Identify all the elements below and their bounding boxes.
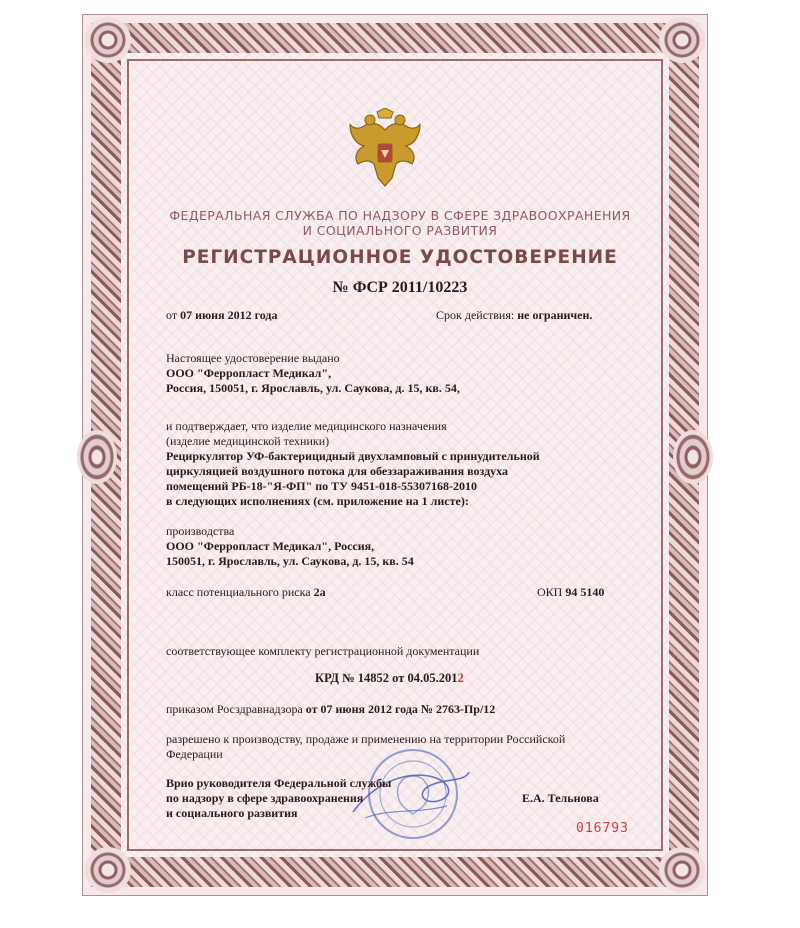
validity xyxy=(436,308,592,322)
signatory-title-3: и социального развития xyxy=(166,806,298,820)
manufacturer-line-1: ООО "Ферропласт Медикал", Россия, xyxy=(166,539,375,553)
certificate-title: РЕГИСТРАЦИОННОЕ УДОСТОВЕРЕНИЕ xyxy=(182,247,618,268)
issue-date xyxy=(166,308,277,322)
okp-value: 94 5140 xyxy=(565,585,605,599)
corner-rosette-bottom-right xyxy=(659,847,705,893)
issue-date-value: 07 июня 2012 года xyxy=(180,308,278,322)
permission-line-1: разрешено к производству, продаже и применению на территории Российской xyxy=(166,732,566,746)
issued-to-intro: Настоящее удостоверение выдано xyxy=(166,351,340,365)
product-category: (изделие медицинской техники) xyxy=(166,434,330,448)
okp-code xyxy=(537,585,604,599)
risk-class xyxy=(166,585,326,599)
validity-value: не ограничен. xyxy=(517,308,593,322)
signatory-title-1: Врио руководителя Федеральной службы xyxy=(166,776,392,790)
corner-rosette-bottom-left xyxy=(85,847,131,893)
manufacturer-label: производства xyxy=(166,524,235,538)
okp-label: ОКП xyxy=(537,585,563,599)
order-value: от 07 июня 2012 года № 2763-Пр/12 xyxy=(305,702,496,716)
double-headed-eagle-emblem xyxy=(348,108,422,190)
agency-line-1: ФЕДЕРАЛЬНАЯ СЛУЖБА ПО НАДЗОРУ В СФЕРЕ ЗДРАВООХРАНЕНИЯ xyxy=(169,208,631,223)
manufacturer-line-2: 150051, г. Ярославль, ул. Саукова, д. 15, кв. 54 xyxy=(166,554,414,568)
official-stamp xyxy=(345,742,475,842)
order-prefix: приказом Росздравнадзора xyxy=(166,702,303,716)
corner-rosette-top-left xyxy=(85,17,131,63)
krd-number xyxy=(315,671,464,685)
product-name-2: циркуляцией воздушного потока для обеззараживания воздуха xyxy=(166,464,508,478)
validity-label: Срок действия: xyxy=(436,308,515,322)
corner-rosette-top-right xyxy=(659,17,705,63)
product-name-3: помещений РБ-18-"Я-ФП" по ТУ 9451-018-55307168-2010 xyxy=(166,479,477,493)
product-name-1: Рециркулятор УФ-бактерицидный двухламповый с принудительной xyxy=(166,449,540,463)
risk-class-value: 2а xyxy=(313,585,326,599)
product-name-4: в следующих исполнениях (см. приложение на 1 листе): xyxy=(166,494,469,508)
signatory-title-2: по надзору в сфере здравоохранения xyxy=(166,791,364,805)
risk-class-label: класс потенциального риска xyxy=(166,585,311,599)
issued-to-address: Россия, 150051, г. Ярославль, ул. Саукова, д. 15, кв. 54, xyxy=(166,381,460,395)
side-rosette-left xyxy=(77,430,117,484)
issued-to-company: ООО "Ферропласт Медикал", xyxy=(166,366,332,380)
krd-last-digit: 2 xyxy=(457,671,464,685)
documentation-line: соответствующее комплекту регистрационной документации xyxy=(166,644,480,658)
signatory-name: Е.А. Тельнова xyxy=(522,791,599,805)
order-line xyxy=(166,702,495,716)
issue-date-prefix: от xyxy=(166,308,178,322)
permission-line-2: Федерации xyxy=(166,747,223,761)
agency-line-2: И СОЦИАЛЬНОГО РАЗВИТИЯ xyxy=(302,223,498,238)
krd-main: КРД № 14852 от 04.05.201 xyxy=(315,671,458,685)
side-rosette-right xyxy=(673,430,713,484)
certificate-number: № ФСР 2011/10223 xyxy=(332,279,468,296)
serial-number: 016793 xyxy=(576,821,629,836)
product-intro: и подтверждает, что изделие медицинского назначения xyxy=(166,419,447,433)
